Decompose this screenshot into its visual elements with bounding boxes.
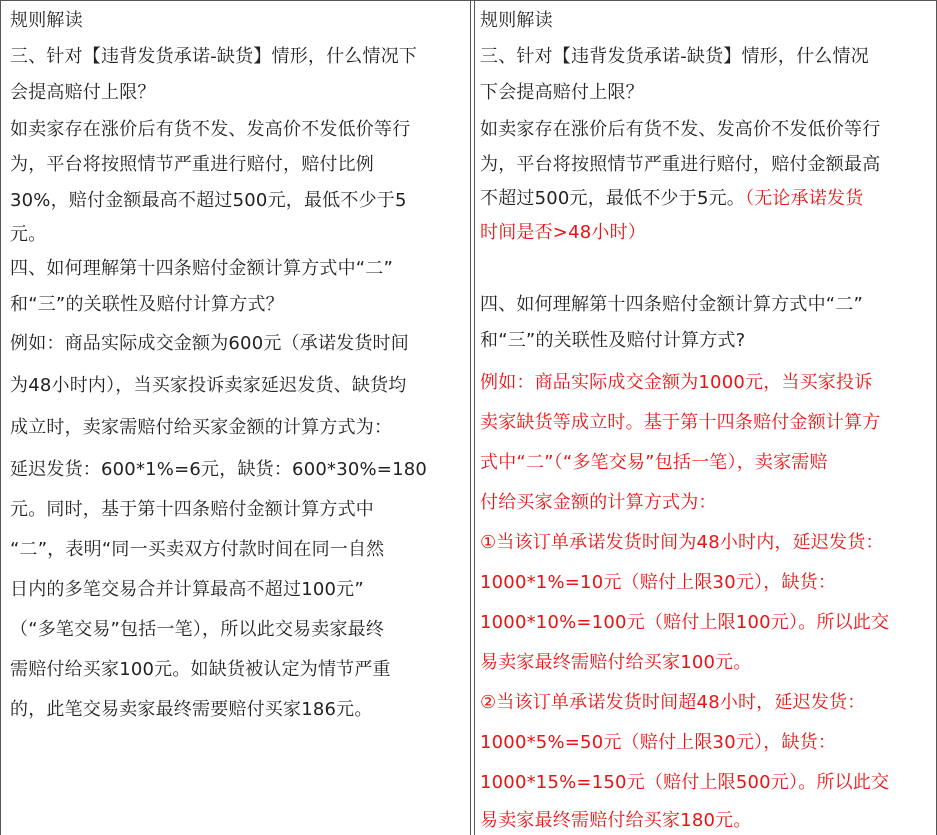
highlight-line: ①当该订单承诺发货时间为48小时内，延迟发货： <box>480 532 884 553</box>
left-line: 为，平台将按照情节严重进行赔付，赔付比例 <box>10 154 374 175</box>
right-line-text: 不超过500元，最低不少于5元。 <box>480 188 746 209</box>
highlight-note: （无论承诺发货 <box>745 188 864 209</box>
left-line: 日内的多笔交易合并计算最高不超过100元” <box>10 579 364 600</box>
highlight-line: 1000*10%=100元（赔付上限100元）。所以此交 <box>480 612 890 633</box>
highlight-line: 1000*5%=50元（赔付上限30元），缺货： <box>480 732 837 753</box>
right-line: 如卖家存在涨价后有货不发、发高价不发低价等行 <box>480 119 881 140</box>
right-line <box>480 184 863 210</box>
highlight-note: 时间是否>48小时） <box>480 222 646 243</box>
left-line: 元。同时，基于第十四条赔付金额计算方式中 <box>10 499 374 520</box>
right-line: 下会提高赔付上限？ <box>480 82 644 103</box>
right-heading: 规则解读 <box>480 10 553 31</box>
left-line: 30%，赔付金额最高不超过500元，最低不少于5 <box>10 190 407 211</box>
highlight-line: 1000*1%=10元（赔付上限30元），缺货： <box>480 572 837 593</box>
highlight-line: ②当该订单承诺发货时间超48小时，延迟发货： <box>480 692 866 713</box>
highlight-line: 1000*15%=150元（赔付上限500元）。所以此交 <box>480 772 890 793</box>
column-divider <box>470 0 471 835</box>
left-heading: 规则解读 <box>10 10 83 31</box>
highlight-line: 付给买家金额的计算方式为： <box>480 492 717 513</box>
highlight-line: 卖家缺货等成立时。基于第十四条赔付金额计算方 <box>480 412 881 433</box>
left-line: 和“三”的关联性及赔付计算方式？ <box>10 294 284 315</box>
left-line: “二”，表明“同一买卖双方付款时间在同一自然 <box>10 539 385 560</box>
highlight-line: 易卖家最终需赔付给买家100元。 <box>480 652 752 673</box>
left-line: 的，此笔交易卖家最终需要赔付买家186元。 <box>10 699 373 720</box>
left-line: 会提高赔付上限？ <box>10 82 156 103</box>
highlight-line: 易卖家最终需赔付给买家180元。 <box>480 810 752 831</box>
left-line: 三、针对【违背发货承诺-缺货】情形，什么情况下 <box>10 46 418 67</box>
left-line: 例如：商品实际成交金额为600元（承诺发货时间 <box>10 333 409 354</box>
table-top-border <box>0 0 937 1</box>
right-line: 三、针对【违背发货承诺-缺货】情形，什么情况 <box>480 46 869 67</box>
left-line: 四、如何理解第十四条赔付金额计算方式中“二” <box>10 258 394 279</box>
left-line: 为48小时内），当买家投诉卖家延迟发货、缺货均 <box>10 375 407 396</box>
highlight-line: 例如：商品实际成交金额为1000元，当买家投诉 <box>480 372 873 393</box>
left-line: 需赔付给买家100元。如缺货被认定为情节严重 <box>10 659 391 680</box>
column-divider-inner <box>474 0 475 835</box>
left-line: （“多笔交易”包括一笔），所以此交易卖家最终 <box>10 619 385 640</box>
left-line: 如卖家存在涨价后有货不发、发高价不发低价等行 <box>10 119 411 140</box>
table-left-border <box>0 0 1 835</box>
left-line: 延迟发货：600*1%=6元，缺货：600*30%=180 <box>10 459 428 480</box>
right-line: 四、如何理解第十四条赔付金额计算方式中“二” <box>480 294 864 315</box>
left-line: 成立时，卖家需赔付给买家金额的计算方式为： <box>10 417 393 438</box>
left-line: 元。 <box>10 224 47 245</box>
highlight-line: 式中“二”（“多笔交易”包括一笔），卖家需赔 <box>480 452 828 473</box>
right-line: 为，平台将按照情节严重进行赔付，赔付金额最高 <box>480 154 881 175</box>
right-line: 和“三”的关联性及赔付计算方式? <box>480 330 746 351</box>
